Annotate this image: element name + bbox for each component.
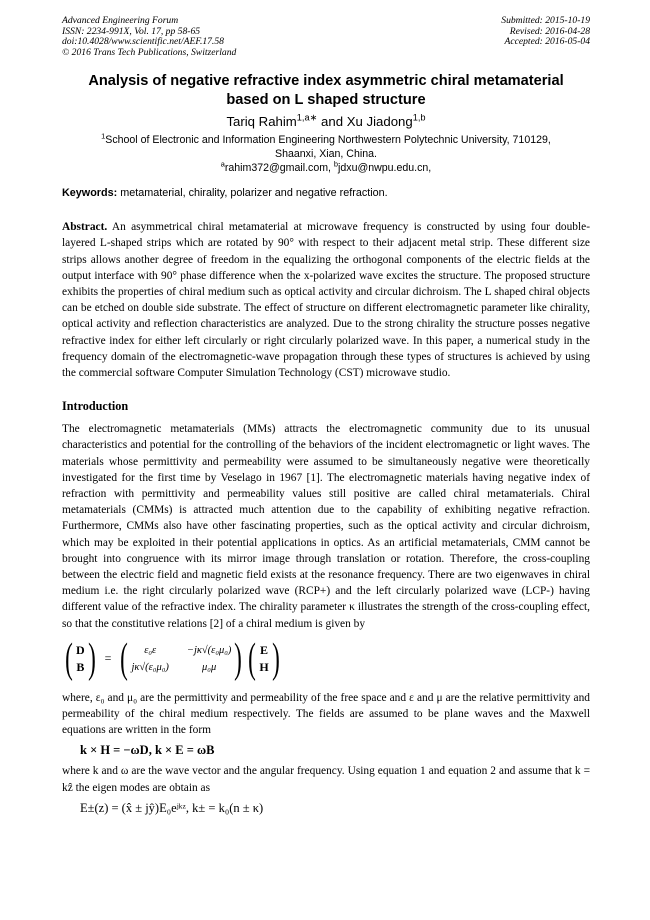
affiliation-line-1: School of Electronic and Information Engineering Northwestern Polytechnic University, 710129, <box>105 134 551 147</box>
journal-info <box>62 16 236 58</box>
journal-name: Advanced Engineering Forum <box>62 15 179 26</box>
section-heading-introduction: Introduction <box>62 399 129 414</box>
left-paren: ( <box>120 635 129 682</box>
lhs-vector <box>76 642 85 676</box>
eigenmode-equation: E±(z) = (x̂ ± jŷ)E₀eʲᵏᶻ, k± = k₀(n ± κ) <box>80 800 264 815</box>
email-b: jdxu@nwpu.edu.cn, <box>338 161 432 174</box>
email-b-sup: b <box>333 159 339 169</box>
abstract <box>62 219 590 381</box>
left-paren: ( <box>248 635 257 682</box>
intro-paragraph-1: The electromagnetic metamaterials (MMs) attracts the electromagnetic community due to its unusual characteristics and potential for the controlling of the behaviors of the incident electromagnetic or light waves. The materials whose permittivity and permeability were assumed to be simultaneously negative were theoretically investigated for the first time by Veselago in 1967 [1]. The electromagnetic materials having negative index of refraction with permittivity and permeability values still positive are called chiral metamaterials. Chiral metamaterials (CMMs) is attracted much attention due to the capability of exhibiting negative refraction. Furthermore, CMMs also have other fascinating properties, such as the optical activity and circular dichroism, which may be exploited in their potential applications in optics. As an artificial metamaterials, CMM cannot be brought into congruence with its mirror image through translation or rotation. Therefore, the cross-coupling between the electric field and magnetic field exists at the resonance frequency. There are two eigenwaves in chiral medium i.e. the right circularly polarized wave (RCP+) and the left circularly polarized wave (LCP-) having different value of the refractive index. The chirality parameter κ illustrates the strength of the cross-coupling effect, so that the constitutive relations [2] of a chiral medium is given by <box>62 423 590 630</box>
email-a-sup: a <box>220 159 225 169</box>
title-line-1: Analysis of negative refractive index asymmetric chiral metamaterial <box>88 73 564 90</box>
right-paren: ) <box>234 635 243 682</box>
author-conj: and <box>317 114 347 130</box>
authors <box>62 113 590 130</box>
journal-copyright: © 2016 Trans Tech Publications, Switzerland <box>62 46 237 58</box>
left-paren: ( <box>65 635 73 682</box>
right-paren: ) <box>271 635 280 682</box>
keywords <box>62 186 590 200</box>
paper-title <box>62 72 590 110</box>
coefficient-matrix <box>131 643 231 675</box>
submission-dates <box>501 16 590 58</box>
lhs-b: B <box>76 659 85 674</box>
equals-sign: = <box>104 651 112 666</box>
abstract-text: An asymmetrical chiral metamaterial at microwave frequency is constructed by using four double-layered L-shaped strips which are rotated by 90° with respect to their adjacent metal strip. These different size strips allows another degree of freedom in the equalizing the orthogonal components of the electric fields at the output interface with 90° phase difference when the x-polarized wave excites the structure. The proposed structure exhibits the properties of chiral medium such as optical activity and circular dichroism. The L shaped chiral objects can be etched on double side substrate. The effect of structure on different electromagnetic parameter like chirality, optical activity and reflection characteristics are analyzed. Due to the strong chirality the structure posses negative refractive index for either left circularly or right circularly polarized wave. In this paper, a numerical study in the frequency domain of the electromagnetic-wave propagation through these types of structures is achieved by using the commercial software Computer Simulation Technology (CST) microwave studio. <box>62 221 590 379</box>
journal-header <box>62 16 590 58</box>
author-2: Xu Jiadong <box>346 114 413 130</box>
right-paren: ) <box>87 635 96 682</box>
affiliation-line-2: Shaanxi, Xian, China. <box>275 147 377 160</box>
rhs-vector <box>259 642 268 676</box>
intro-paragraph-3: where k and ω are the wave vector and the angular frequency. Using equation 1 and equation 2 and assume that k = kẑ the eigen modes are obtain as <box>62 765 590 794</box>
emails <box>62 159 590 176</box>
title-line-2: based on L shaped structure <box>226 92 426 109</box>
rhs-h: H <box>259 659 269 674</box>
submitted-date: Submitted: 2015-10-19 <box>501 15 590 26</box>
maxwell-equation: k × H = −ωD, k × E = ωB <box>80 743 215 758</box>
constitutive-equation <box>62 635 590 682</box>
paper-page <box>62 16 590 821</box>
author-1-sup: 1,a∗ <box>296 112 318 123</box>
intro-paragraph-2: where, ε₀ and μ₀ are the permittivity and permeability of the free space and ε and μ are the relative permittivity and permeability of the chiral medium respectively. The fields are assumed to be plane waves and the Maxwell equations are written in the form <box>62 691 590 737</box>
matrix-m22: μ₀μ <box>202 661 217 673</box>
matrix-m21: jκ√(ε₀μ₀) <box>131 661 169 673</box>
affiliation <box>62 131 590 175</box>
author-2-sup: 1,b <box>412 112 426 123</box>
matrix-m11: ε₀ε <box>144 644 157 656</box>
keywords-label: Keywords: <box>62 187 118 200</box>
journal-doi: doi:10.4028/www.scientific.net/AEF.17.58 <box>62 36 224 48</box>
journal-issn: ISSN: 2234-991X, Vol. 17, pp 58-65 <box>62 25 201 37</box>
abstract-label: Abstract. <box>62 221 108 234</box>
email-a: rahim372@gmail.com, <box>224 161 334 174</box>
lhs-d: D <box>76 642 85 657</box>
matrix-m12: −jκ√(ε₀μ₀) <box>186 644 232 656</box>
rhs-e: E <box>260 642 269 657</box>
affiliation-sup: 1 <box>101 131 106 141</box>
author-1: Tariq Rahim <box>226 114 297 130</box>
accepted-date: Accepted: 2016-05-04 <box>504 36 590 48</box>
keywords-text: metamaterial, chirality, polarizer and negative refraction. <box>117 187 388 200</box>
revised-date: Revised: 2016-04-28 <box>509 25 590 37</box>
